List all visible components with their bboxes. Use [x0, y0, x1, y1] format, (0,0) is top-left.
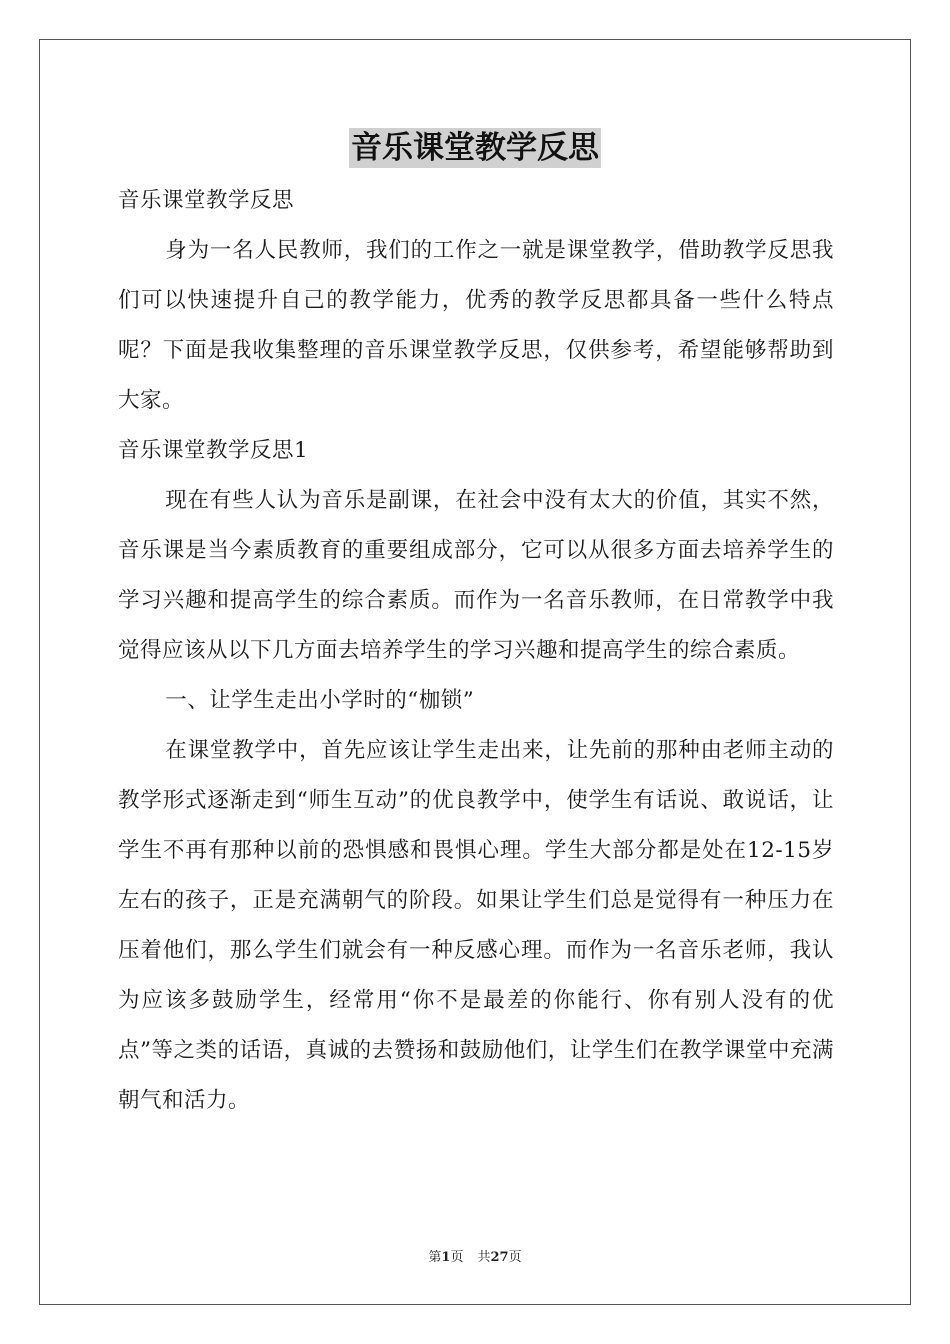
section-heading: 音乐课堂教学反思1 — [118, 438, 309, 463]
total-pages: 27 — [490, 1250, 509, 1265]
document-subtitle: 音乐课堂教学反思 — [118, 188, 295, 213]
total-prefix: 共 — [477, 1250, 491, 1265]
point-heading: 一、让学生走出小学时的“枷锁” — [165, 688, 475, 713]
document-body — [118, 176, 834, 1126]
intro-paragraph: 身为一名人民教师，我们的工作之一就是课堂教学，借助教学反思我们可以快速提升自己的教学能力，优秀的教学反思都具备一些什么特点呢？下面是我收集整理的音乐课堂教学反思，仅供参考，希望能够帮助到大家。 — [118, 238, 834, 413]
page-prefix: 第 — [428, 1250, 442, 1265]
page-suffix: 页 — [450, 1250, 464, 1265]
body-paragraph-2: 在课堂教学中，首先应该让学生走出来，让先前的那种由老师主动的教学形式逐渐走到“师生互动”的优良教学中，使学生有话说、敢说话，让学生不再有那种以前的恐惧感和畏惧心理。学生大部分都是处在12-15岁左右的孩子，正是充满朝气的阶段。如果让学生们总是觉得有一种压力在压着他们，那么学生们就会有一种反感心理。而作为一名音乐老师，我认为应该多鼓励学生，经常用“你不是最差的你能行、你有别人没有的优点”等之类的话语，真诚的去赞扬和鼓励他们，让学生们在教学课堂中充满朝气和活力。 — [118, 738, 834, 1113]
title-container — [0, 128, 950, 168]
page-footer — [0, 1246, 950, 1265]
body-paragraph-1: 现在有些人认为音乐是副课，在社会中没有太大的价值，其实不然，音乐课是当今素质教育的重要组成部分，它可以从很多方面去培养学生的学习兴趣和提高学生的综合素质。而作为一名音乐教师，在日常教学中我觉得应该从以下几方面去培养学生的学习兴趣和提高学生的综合素质。 — [118, 488, 834, 663]
total-suffix: 页 — [508, 1250, 522, 1265]
document-title: 音乐课堂教学反思 — [351, 130, 599, 166]
page-number: 1 — [441, 1250, 451, 1265]
